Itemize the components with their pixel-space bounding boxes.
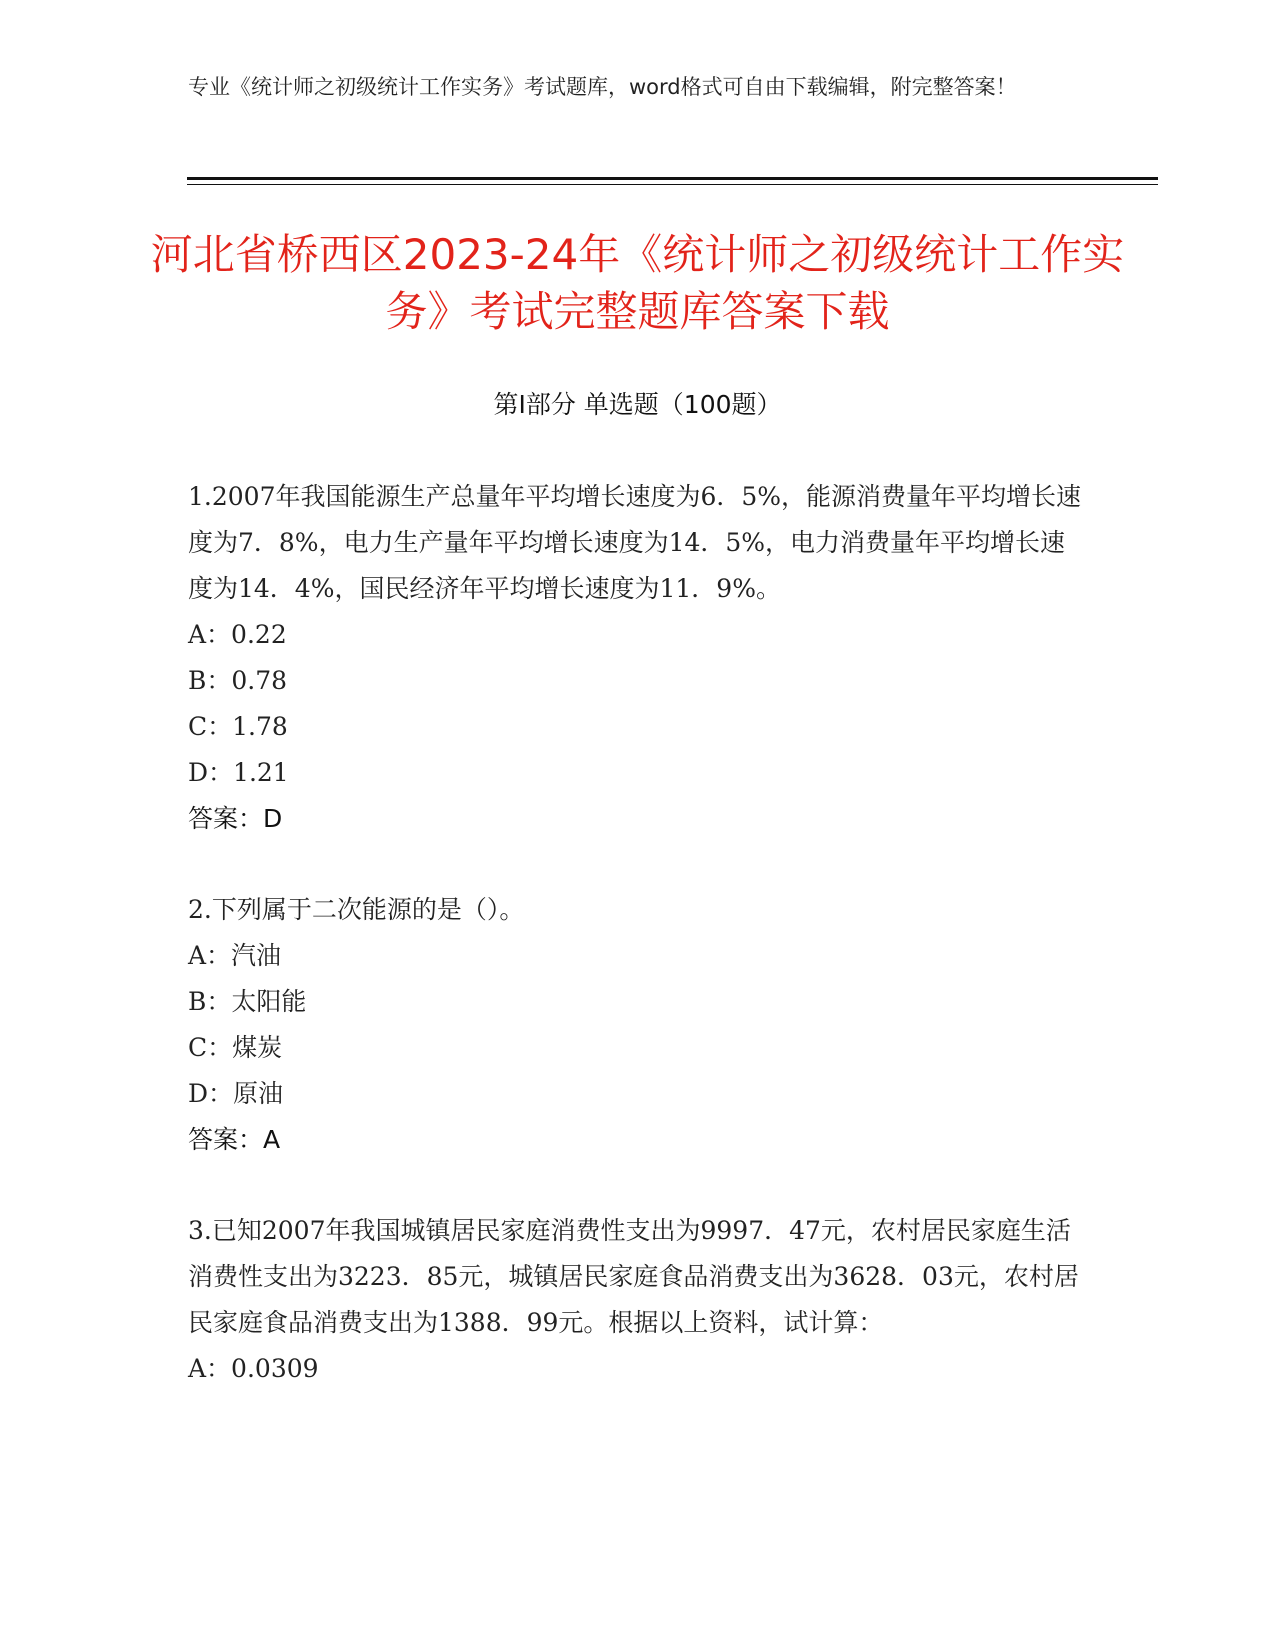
option-a: A：汽油 bbox=[188, 941, 282, 970]
document-title: 河北省桥西区2023-24年《统计师之初级统计工作实务》考试完整题库答案下载 bbox=[150, 230, 1125, 336]
section-title: 第Ⅰ部分 单选题（100题） bbox=[493, 390, 782, 419]
header-rule-thin bbox=[187, 184, 1158, 185]
answer: 答案：A bbox=[188, 1125, 281, 1154]
option-b: B：太阳能 bbox=[188, 987, 307, 1016]
option-a: A：0.22 bbox=[188, 620, 287, 649]
option-d: D：原油 bbox=[188, 1079, 284, 1108]
question-1 bbox=[188, 474, 1088, 842]
option-c: C：1.78 bbox=[188, 712, 288, 741]
option-c: C：煤炭 bbox=[188, 1033, 283, 1062]
question-stem: 1.2007年我国能源生产总量年平均增长速度为6．5%，能源消费量年平均增长速度为7．8%，电力生产量年平均增长速度为14．5%，电力消费量年平均增长速度为14．4%，国民经济年平均增长速度为11．9%。 bbox=[188, 482, 1082, 603]
question-stem: 3.已知2007年我国城镇居民家庭消费性支出为9997．47元，农村居民家庭生活消费性支出为3223．85元，城镇居民家庭食品消费支出为3628．03元，农村居民家庭食品消费支出为1388．99元。根据以上资料，试计算： bbox=[188, 1216, 1079, 1337]
answer: 答案：D bbox=[188, 804, 283, 833]
option-a: A：0.0309 bbox=[188, 1354, 319, 1383]
header-rule-thick bbox=[187, 177, 1158, 180]
question-list bbox=[188, 474, 1088, 1437]
option-b: B：0.78 bbox=[188, 666, 288, 695]
question-3 bbox=[188, 1208, 1088, 1392]
header-note: 专业《统计师之初级统计工作实务》考试题库，word格式可自由下载编辑，附完整答案！ bbox=[188, 75, 1017, 99]
option-d: D：1.21 bbox=[188, 758, 289, 787]
question-stem: 2.下列属于二次能源的是（）。 bbox=[188, 895, 525, 924]
question-2 bbox=[188, 887, 1088, 1163]
